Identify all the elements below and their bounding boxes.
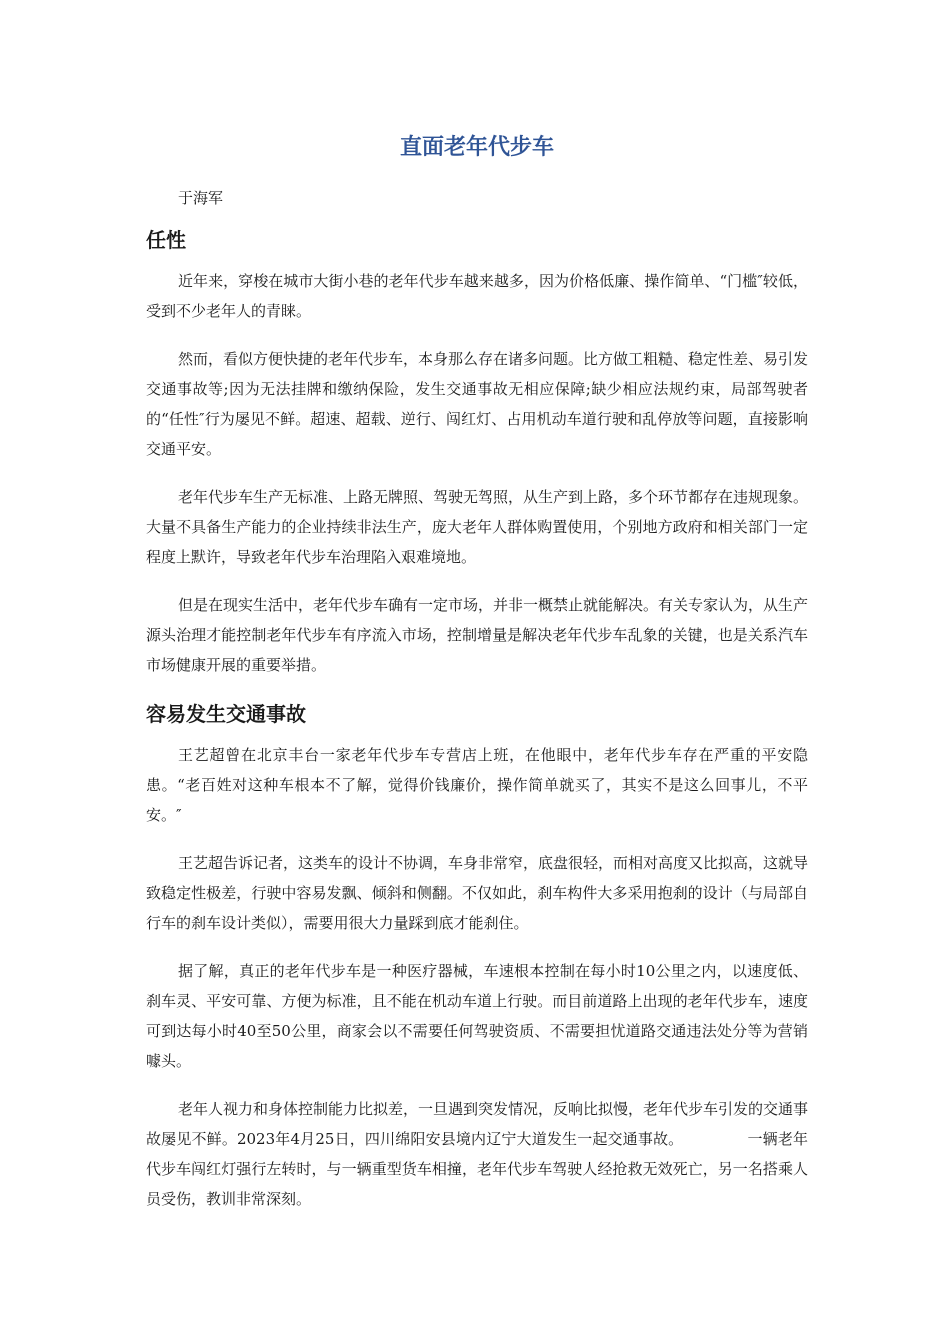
paragraph: 王艺超曾在北京丰台一家老年代步车专营店上班，在他眼中，老年代步车存在严重的平安隐患。“老百姓对这种车根本不了解，觉得价钱廉价，操作简单就买了，其实不是这么回事儿，不平安。″ [146,746,808,824]
paragraph-accident [146,1094,808,1214]
document-page [146,128,808,1232]
section-heading-2: 容易发生交通事故 [146,702,306,726]
paragraph: 近年来，穿梭在城市大街小巷的老年代步车越来越多，因为价格低廉、操作简单、“门槛″较低，受到不少老年人的青睐。 [146,272,808,320]
paragraph: 但是在现实生活中，老年代步车确有一定市场，并非一概禁止就能解决。有关专家认为，从生产源头治理才能控制老年代步车有序流入市场，控制增量是解决老年代步车乱象的关键，也是关系汽车市场健康开展的重要举措。 [146,596,809,674]
paragraph-accident-part1: 老年人视力和身体控制能力比拟差，一旦遇到突发情况，反响比拟慢，老年代步车引发的交通事故屡见不鲜。2023年4月25日，四川绵阳安县境内辽宁大道发生一起交通事故。 [146,1100,809,1148]
document-title: 直面老年代步车 [399,135,554,160]
paragraph: 老年代步车生产无标准、上路无牌照、驾驶无驾照，从生产到上路，多个环节都存在违规现象。大量不具备生产能力的企业持续非法生产，庞大老年人群体购置使用，个别地方政府和相关部门一定程度上默许，导致老年代步车治理陷入艰难境地。 [146,488,809,566]
paragraph: 王艺超告诉记者，这类车的设计不协调，车身非常窄，底盘很轻，而相对高度又比拟高，这就导致稳定性极差，行驶中容易发飘、倾斜和侧翻。不仅如此，刹车构件大多采用抱刹的设计（与局部自行车的刹车设计类似），需要用很大力量踩到底才能刹住。 [146,854,809,932]
paragraph-accident-part2: 一辆老年代步车闯红灯强行左转时，与一辆重型货车相撞，老年代步车驾驶人经抢救无效死亡，另一名搭乘人员受伤，教训非常深刻。 [146,1130,808,1208]
paragraph: 据了解，真正的老年代步车是一种医疗器械，车速根本控制在每小时10公里之内，以速度低、刹车灵、平安可靠、方便为标准，且不能在机动车道上行驶。而目前道路上出现的老年代步车，速度可到达每小时40至50公里，商家会以不需要任何驾驶资质、不需要担忧道路交通违法处分等为营销噱头。 [146,962,808,1070]
author-line: 于海军 [178,189,224,207]
paragraph: 然而，看似方便快捷的老年代步车，本身那么存在诸多问题。比方做工粗糙、稳定性差、易引发交通事故等;因为无法挂牌和缴纳保险，发生交通事故无相应保障;缺少相应法规约束，局部驾驶者的“任性″行为屡见不鲜。超速、超载、逆行、闯红灯、占用机动车道行驶和乱停放等问题，直接影响交通平安。 [146,350,809,458]
section-heading-1: 任性 [146,228,186,252]
